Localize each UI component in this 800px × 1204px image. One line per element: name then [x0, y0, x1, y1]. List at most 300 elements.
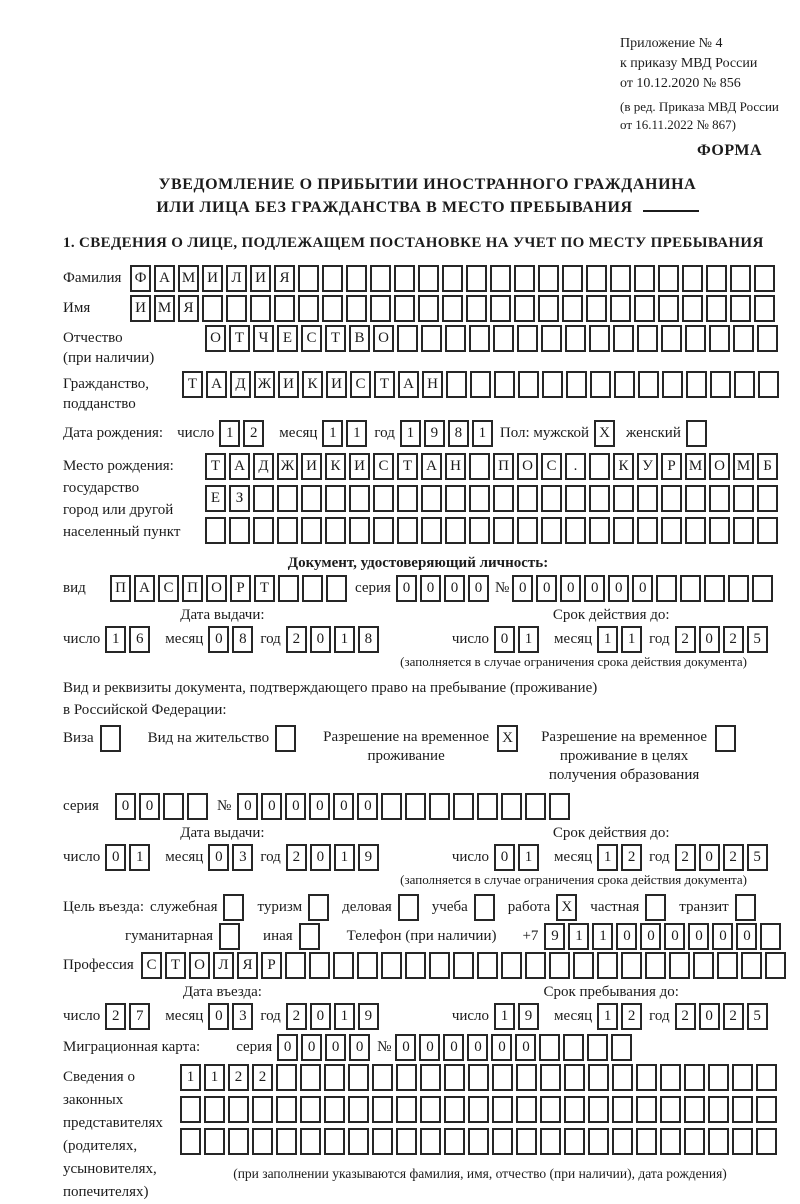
- char-cell[interactable]: 0: [632, 575, 653, 602]
- char-cell[interactable]: [765, 952, 786, 979]
- char-cell[interactable]: Я: [274, 265, 295, 292]
- char-cell[interactable]: 9: [544, 923, 565, 950]
- char-cell[interactable]: [445, 325, 466, 352]
- char-cell[interactable]: 2: [228, 1064, 249, 1091]
- char-cell[interactable]: [250, 295, 271, 322]
- char-cell[interactable]: К: [613, 453, 634, 480]
- char-cell[interactable]: [322, 295, 343, 322]
- char-cell[interactable]: [180, 1128, 201, 1155]
- char-cell[interactable]: 0: [494, 844, 515, 871]
- char-cell[interactable]: 0: [468, 575, 489, 602]
- char-cell[interactable]: [565, 517, 586, 544]
- char-cell[interactable]: Т: [374, 371, 395, 398]
- char-cell[interactable]: [381, 952, 402, 979]
- char-cell[interactable]: [324, 1096, 345, 1123]
- char-cell[interactable]: Т: [397, 453, 418, 480]
- char-cell[interactable]: 1: [334, 626, 355, 653]
- char-cell[interactable]: [661, 485, 682, 512]
- char-cell[interactable]: 0: [301, 1034, 322, 1061]
- char-cell[interactable]: [636, 1064, 657, 1091]
- char-cell[interactable]: 8: [358, 626, 379, 653]
- male-checkbox[interactable]: X: [594, 420, 615, 447]
- char-cell[interactable]: [348, 1128, 369, 1155]
- char-cell[interactable]: [709, 517, 730, 544]
- edu-residence-checkbox[interactable]: [715, 725, 736, 752]
- char-cell[interactable]: [733, 325, 754, 352]
- char-cell[interactable]: 0: [640, 923, 661, 950]
- char-cell[interactable]: 0: [105, 844, 126, 871]
- char-cell[interactable]: 0: [208, 626, 229, 653]
- char-cell[interactable]: С: [373, 453, 394, 480]
- char-cell[interactable]: [562, 295, 583, 322]
- char-cell[interactable]: 1: [597, 1003, 618, 1030]
- char-cell[interactable]: [612, 1064, 633, 1091]
- char-cell[interactable]: С: [350, 371, 371, 398]
- char-cell[interactable]: [538, 295, 559, 322]
- char-cell[interactable]: [324, 1128, 345, 1155]
- char-cell[interactable]: Р: [261, 952, 282, 979]
- char-cell[interactable]: [680, 575, 701, 602]
- char-cell[interactable]: М: [154, 295, 175, 322]
- char-cell[interactable]: [397, 517, 418, 544]
- char-cell[interactable]: К: [325, 453, 346, 480]
- char-cell[interactable]: Н: [445, 453, 466, 480]
- char-cell[interactable]: [405, 952, 426, 979]
- char-cell[interactable]: 0: [310, 626, 331, 653]
- char-cell[interactable]: [252, 1128, 273, 1155]
- char-cell[interactable]: [492, 1128, 513, 1155]
- char-cell[interactable]: [468, 1064, 489, 1091]
- char-cell[interactable]: 0: [491, 1034, 512, 1061]
- char-cell[interactable]: [253, 485, 274, 512]
- char-cell[interactable]: [180, 1096, 201, 1123]
- char-cell[interactable]: [357, 952, 378, 979]
- char-cell[interactable]: М: [733, 453, 754, 480]
- char-cell[interactable]: [514, 295, 535, 322]
- char-cell[interactable]: 0: [208, 844, 229, 871]
- char-cell[interactable]: Я: [237, 952, 258, 979]
- purpose-commercial-checkbox[interactable]: [398, 894, 419, 921]
- char-cell[interactable]: [300, 1128, 321, 1155]
- char-cell[interactable]: 2: [243, 420, 264, 447]
- char-cell[interactable]: 1: [204, 1064, 225, 1091]
- char-cell[interactable]: 2: [723, 844, 744, 871]
- char-cell[interactable]: [204, 1128, 225, 1155]
- char-cell[interactable]: И: [349, 453, 370, 480]
- char-cell[interactable]: 2: [105, 1003, 126, 1030]
- char-cell[interactable]: 0: [208, 1003, 229, 1030]
- char-cell[interactable]: [420, 1064, 441, 1091]
- purpose-business-checkbox[interactable]: [223, 894, 244, 921]
- char-cell[interactable]: 3: [232, 1003, 253, 1030]
- char-cell[interactable]: [492, 1064, 513, 1091]
- char-cell[interactable]: [733, 517, 754, 544]
- char-cell[interactable]: [597, 952, 618, 979]
- char-cell[interactable]: [469, 485, 490, 512]
- char-cell[interactable]: [187, 793, 208, 820]
- char-cell[interactable]: [301, 485, 322, 512]
- char-cell[interactable]: [610, 295, 631, 322]
- char-cell[interactable]: [541, 485, 562, 512]
- char-cell[interactable]: 0: [444, 575, 465, 602]
- char-cell[interactable]: [442, 265, 463, 292]
- char-cell[interactable]: [493, 325, 514, 352]
- char-cell[interactable]: [477, 952, 498, 979]
- char-cell[interactable]: [590, 371, 611, 398]
- char-cell[interactable]: [468, 1096, 489, 1123]
- char-cell[interactable]: [421, 517, 442, 544]
- char-cell[interactable]: [540, 1128, 561, 1155]
- char-cell[interactable]: [516, 1064, 537, 1091]
- char-cell[interactable]: [706, 265, 727, 292]
- char-cell[interactable]: О: [206, 575, 227, 602]
- char-cell[interactable]: [492, 1096, 513, 1123]
- char-cell[interactable]: [298, 265, 319, 292]
- char-cell[interactable]: [542, 371, 563, 398]
- char-cell[interactable]: 0: [261, 793, 282, 820]
- char-cell[interactable]: [730, 265, 751, 292]
- char-cell[interactable]: [418, 295, 439, 322]
- char-cell[interactable]: 1: [518, 844, 539, 871]
- char-cell[interactable]: [741, 952, 762, 979]
- female-checkbox[interactable]: [686, 420, 707, 447]
- char-cell[interactable]: [420, 1096, 441, 1123]
- char-cell[interactable]: [516, 1128, 537, 1155]
- char-cell[interactable]: [453, 793, 474, 820]
- char-cell[interactable]: И: [130, 295, 151, 322]
- char-cell[interactable]: [370, 295, 391, 322]
- char-cell[interactable]: [634, 265, 655, 292]
- char-cell[interactable]: [518, 371, 539, 398]
- char-cell[interactable]: [586, 265, 607, 292]
- residence-permit-checkbox[interactable]: [275, 725, 296, 752]
- char-cell[interactable]: [754, 295, 775, 322]
- char-cell[interactable]: [397, 485, 418, 512]
- purpose-transit-checkbox[interactable]: [735, 894, 756, 921]
- char-cell[interactable]: И: [250, 265, 271, 292]
- char-cell[interactable]: 0: [237, 793, 258, 820]
- char-cell[interactable]: С: [141, 952, 162, 979]
- char-cell[interactable]: [610, 265, 631, 292]
- char-cell[interactable]: [253, 517, 274, 544]
- char-cell[interactable]: 2: [621, 1003, 642, 1030]
- char-cell[interactable]: [588, 1128, 609, 1155]
- char-cell[interactable]: И: [326, 371, 347, 398]
- char-cell[interactable]: 1: [219, 420, 240, 447]
- char-cell[interactable]: 2: [286, 1003, 307, 1030]
- char-cell[interactable]: [252, 1096, 273, 1123]
- char-cell[interactable]: [717, 952, 738, 979]
- char-cell[interactable]: [708, 1096, 729, 1123]
- char-cell[interactable]: О: [709, 453, 730, 480]
- char-cell[interactable]: [372, 1096, 393, 1123]
- char-cell[interactable]: Л: [226, 265, 247, 292]
- char-cell[interactable]: [494, 371, 515, 398]
- char-cell[interactable]: А: [206, 371, 227, 398]
- char-cell[interactable]: О: [189, 952, 210, 979]
- char-cell[interactable]: 0: [664, 923, 685, 950]
- char-cell[interactable]: [396, 1064, 417, 1091]
- char-cell[interactable]: [540, 1064, 561, 1091]
- char-cell[interactable]: [728, 575, 749, 602]
- char-cell[interactable]: [325, 517, 346, 544]
- char-cell[interactable]: [163, 793, 184, 820]
- char-cell[interactable]: 9: [358, 844, 379, 871]
- char-cell[interactable]: 0: [443, 1034, 464, 1061]
- char-cell[interactable]: [685, 325, 706, 352]
- char-cell[interactable]: [405, 793, 426, 820]
- char-cell[interactable]: Ч: [253, 325, 274, 352]
- char-cell[interactable]: [277, 485, 298, 512]
- char-cell[interactable]: 1: [180, 1064, 201, 1091]
- char-cell[interactable]: Т: [325, 325, 346, 352]
- char-cell[interactable]: [525, 952, 546, 979]
- char-cell[interactable]: [730, 295, 751, 322]
- char-cell[interactable]: [453, 952, 474, 979]
- char-cell[interactable]: [445, 517, 466, 544]
- char-cell[interactable]: 2: [675, 626, 696, 653]
- char-cell[interactable]: [300, 1064, 321, 1091]
- temp-residence-checkbox[interactable]: X: [497, 725, 518, 752]
- char-cell[interactable]: [637, 485, 658, 512]
- char-cell[interactable]: П: [182, 575, 203, 602]
- char-cell[interactable]: [446, 371, 467, 398]
- char-cell[interactable]: А: [229, 453, 250, 480]
- char-cell[interactable]: [685, 485, 706, 512]
- char-cell[interactable]: [656, 575, 677, 602]
- char-cell[interactable]: [477, 793, 498, 820]
- char-cell[interactable]: 0: [349, 1034, 370, 1061]
- char-cell[interactable]: 5: [747, 626, 768, 653]
- char-cell[interactable]: [539, 1034, 560, 1061]
- char-cell[interactable]: 1: [129, 844, 150, 871]
- char-cell[interactable]: 0: [515, 1034, 536, 1061]
- purpose-tourism-checkbox[interactable]: [308, 894, 329, 921]
- char-cell[interactable]: Р: [230, 575, 251, 602]
- char-cell[interactable]: [732, 1064, 753, 1091]
- char-cell[interactable]: [514, 265, 535, 292]
- char-cell[interactable]: [396, 1128, 417, 1155]
- char-cell[interactable]: Т: [229, 325, 250, 352]
- char-cell[interactable]: Т: [205, 453, 226, 480]
- char-cell[interactable]: М: [178, 265, 199, 292]
- char-cell[interactable]: 1: [105, 626, 126, 653]
- char-cell[interactable]: Я: [178, 295, 199, 322]
- char-cell[interactable]: [466, 265, 487, 292]
- char-cell[interactable]: [706, 295, 727, 322]
- char-cell[interactable]: З: [229, 485, 250, 512]
- visa-checkbox[interactable]: [100, 725, 121, 752]
- char-cell[interactable]: 9: [424, 420, 445, 447]
- char-cell[interactable]: 3: [232, 844, 253, 871]
- char-cell[interactable]: С: [301, 325, 322, 352]
- char-cell[interactable]: [228, 1128, 249, 1155]
- char-cell[interactable]: [372, 1128, 393, 1155]
- char-cell[interactable]: [469, 325, 490, 352]
- char-cell[interactable]: [634, 295, 655, 322]
- char-cell[interactable]: 6: [129, 626, 150, 653]
- char-cell[interactable]: [421, 325, 442, 352]
- char-cell[interactable]: С: [158, 575, 179, 602]
- char-cell[interactable]: [756, 1096, 777, 1123]
- char-cell[interactable]: [501, 793, 522, 820]
- char-cell[interactable]: [756, 1128, 777, 1155]
- char-cell[interactable]: И: [202, 265, 223, 292]
- char-cell[interactable]: [684, 1128, 705, 1155]
- char-cell[interactable]: [613, 325, 634, 352]
- char-cell[interactable]: Р: [661, 453, 682, 480]
- char-cell[interactable]: [442, 295, 463, 322]
- char-cell[interactable]: 0: [699, 626, 720, 653]
- purpose-work-checkbox[interactable]: X: [556, 894, 577, 921]
- char-cell[interactable]: [444, 1096, 465, 1123]
- char-cell[interactable]: 5: [747, 844, 768, 871]
- char-cell[interactable]: [444, 1128, 465, 1155]
- char-cell[interactable]: 2: [723, 626, 744, 653]
- char-cell[interactable]: [760, 923, 781, 950]
- char-cell[interactable]: [348, 1064, 369, 1091]
- char-cell[interactable]: 9: [358, 1003, 379, 1030]
- char-cell[interactable]: [394, 265, 415, 292]
- char-cell[interactable]: [421, 485, 442, 512]
- char-cell[interactable]: [277, 517, 298, 544]
- char-cell[interactable]: 0: [396, 575, 417, 602]
- char-cell[interactable]: [346, 265, 367, 292]
- char-cell[interactable]: 1: [621, 626, 642, 653]
- char-cell[interactable]: [276, 1096, 297, 1123]
- char-cell[interactable]: [469, 453, 490, 480]
- char-cell[interactable]: 0: [494, 626, 515, 653]
- char-cell[interactable]: 0: [325, 1034, 346, 1061]
- char-cell[interactable]: С: [541, 453, 562, 480]
- char-cell[interactable]: [429, 793, 450, 820]
- char-cell[interactable]: [490, 295, 511, 322]
- char-cell[interactable]: [372, 1064, 393, 1091]
- char-cell[interactable]: [669, 952, 690, 979]
- char-cell[interactable]: [686, 371, 707, 398]
- char-cell[interactable]: 0: [699, 1003, 720, 1030]
- char-cell[interactable]: 0: [333, 793, 354, 820]
- char-cell[interactable]: [563, 1034, 584, 1061]
- char-cell[interactable]: [549, 793, 570, 820]
- char-cell[interactable]: [373, 485, 394, 512]
- char-cell[interactable]: 0: [699, 844, 720, 871]
- char-cell[interactable]: [757, 517, 778, 544]
- char-cell[interactable]: 0: [560, 575, 581, 602]
- char-cell[interactable]: 0: [467, 1034, 488, 1061]
- char-cell[interactable]: 2: [286, 844, 307, 871]
- char-cell[interactable]: [732, 1096, 753, 1123]
- char-cell[interactable]: [565, 485, 586, 512]
- char-cell[interactable]: [349, 517, 370, 544]
- char-cell[interactable]: 9: [518, 1003, 539, 1030]
- purpose-other-checkbox[interactable]: [299, 923, 320, 950]
- char-cell[interactable]: [420, 1128, 441, 1155]
- char-cell[interactable]: И: [278, 371, 299, 398]
- char-cell[interactable]: Ж: [277, 453, 298, 480]
- char-cell[interactable]: [326, 575, 347, 602]
- char-cell[interactable]: [517, 485, 538, 512]
- char-cell[interactable]: [322, 265, 343, 292]
- char-cell[interactable]: 0: [419, 1034, 440, 1061]
- char-cell[interactable]: [573, 952, 594, 979]
- char-cell[interactable]: Н: [422, 371, 443, 398]
- char-cell[interactable]: [381, 793, 402, 820]
- char-cell[interactable]: [278, 575, 299, 602]
- char-cell[interactable]: [324, 1064, 345, 1091]
- char-cell[interactable]: [709, 325, 730, 352]
- char-cell[interactable]: 0: [310, 1003, 331, 1030]
- char-cell[interactable]: [564, 1096, 585, 1123]
- char-cell[interactable]: [614, 371, 635, 398]
- char-cell[interactable]: [613, 485, 634, 512]
- char-cell[interactable]: [612, 1128, 633, 1155]
- char-cell[interactable]: [588, 1064, 609, 1091]
- char-cell[interactable]: [660, 1064, 681, 1091]
- char-cell[interactable]: 2: [675, 1003, 696, 1030]
- char-cell[interactable]: [756, 1064, 777, 1091]
- char-cell[interactable]: [429, 952, 450, 979]
- char-cell[interactable]: [758, 371, 779, 398]
- char-cell[interactable]: [205, 517, 226, 544]
- char-cell[interactable]: [469, 517, 490, 544]
- char-cell[interactable]: А: [154, 265, 175, 292]
- char-cell[interactable]: 1: [568, 923, 589, 950]
- purpose-private-checkbox[interactable]: [645, 894, 666, 921]
- char-cell[interactable]: [373, 517, 394, 544]
- char-cell[interactable]: 8: [448, 420, 469, 447]
- char-cell[interactable]: [541, 517, 562, 544]
- char-cell[interactable]: [661, 325, 682, 352]
- char-cell[interactable]: [704, 575, 725, 602]
- char-cell[interactable]: У: [637, 453, 658, 480]
- char-cell[interactable]: Е: [277, 325, 298, 352]
- char-cell[interactable]: [566, 371, 587, 398]
- char-cell[interactable]: [549, 952, 570, 979]
- char-cell[interactable]: [662, 371, 683, 398]
- char-cell[interactable]: [501, 952, 522, 979]
- char-cell[interactable]: 0: [285, 793, 306, 820]
- char-cell[interactable]: [490, 265, 511, 292]
- char-cell[interactable]: 0: [536, 575, 557, 602]
- char-cell[interactable]: [693, 952, 714, 979]
- char-cell[interactable]: 2: [675, 844, 696, 871]
- char-cell[interactable]: 2: [286, 626, 307, 653]
- char-cell[interactable]: [349, 485, 370, 512]
- char-cell[interactable]: О: [517, 453, 538, 480]
- char-cell[interactable]: [588, 1096, 609, 1123]
- char-cell[interactable]: [589, 485, 610, 512]
- char-cell[interactable]: 1: [597, 844, 618, 871]
- char-cell[interactable]: 0: [115, 793, 136, 820]
- char-cell[interactable]: 0: [608, 575, 629, 602]
- char-cell[interactable]: [302, 575, 323, 602]
- char-cell[interactable]: А: [134, 575, 155, 602]
- char-cell[interactable]: [565, 325, 586, 352]
- char-cell[interactable]: [708, 1064, 729, 1091]
- char-cell[interactable]: [564, 1064, 585, 1091]
- char-cell[interactable]: [540, 1096, 561, 1123]
- char-cell[interactable]: [636, 1096, 657, 1123]
- char-cell[interactable]: [348, 1096, 369, 1123]
- char-cell[interactable]: И: [301, 453, 322, 480]
- char-cell[interactable]: [226, 295, 247, 322]
- char-cell[interactable]: 0: [357, 793, 378, 820]
- char-cell[interactable]: 2: [252, 1064, 273, 1091]
- char-cell[interactable]: [541, 325, 562, 352]
- char-cell[interactable]: А: [398, 371, 419, 398]
- char-cell[interactable]: [468, 1128, 489, 1155]
